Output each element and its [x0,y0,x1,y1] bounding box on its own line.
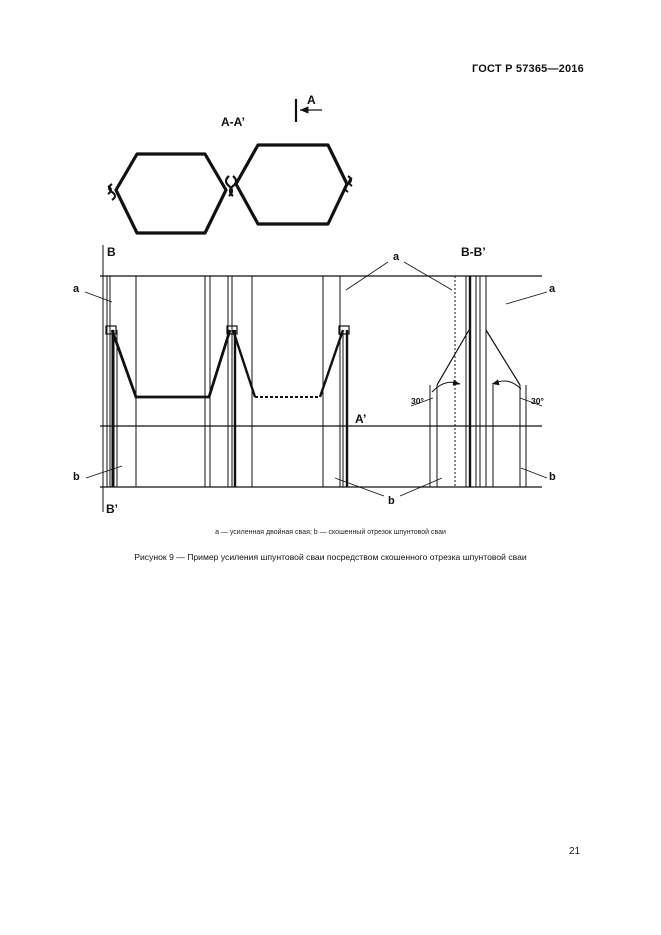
view-arrow [296,93,322,122]
right-double-pile [339,276,349,487]
right-hexagon-pile [236,145,347,224]
leader-a-right [506,292,547,304]
label-b-middle: b [388,495,395,507]
label-a-left: a [73,283,80,295]
plan-view [108,93,352,233]
leader-a-left [85,292,112,302]
section-plan-label: A-A’ [221,115,245,129]
figure-caption: Рисунок 9 — Пример усиления шпунтовой сваи посредством скошенного отрезка шпунтовой сваи [134,552,527,562]
hex-section-1 [112,330,230,397]
document-id: ГОСТ Р 57365—2016 [472,63,584,75]
section-b-end-label: B’ [106,502,118,516]
label-a-middle: a [393,251,400,263]
figure-legend: a — усиленная двойная свая; b — скошенный отрезок шпунтовой сваи [215,529,446,536]
label-a-right: a [549,283,556,295]
section-bb-view [430,276,526,487]
angle-label-left: 30° [411,396,424,406]
view-arrow-label: A [307,93,316,107]
left-double-pile [106,276,117,487]
label-b-right: b [549,471,556,483]
middle-double-pile [227,276,237,487]
angle-label-right: 30° [531,396,544,406]
section-b-label: B [107,245,116,259]
leader-b-right [521,468,547,478]
label-b-left: b [73,471,80,483]
section-a-end-label: A’ [355,412,367,426]
elevation-labels [73,245,556,516]
elevation-view [85,245,547,512]
left-interlock [108,184,115,200]
left-hexagon-pile [116,154,226,233]
middle-interlock [226,176,236,196]
page-number: 21 [569,846,581,857]
section-bb-label: B-B’ [461,245,486,259]
